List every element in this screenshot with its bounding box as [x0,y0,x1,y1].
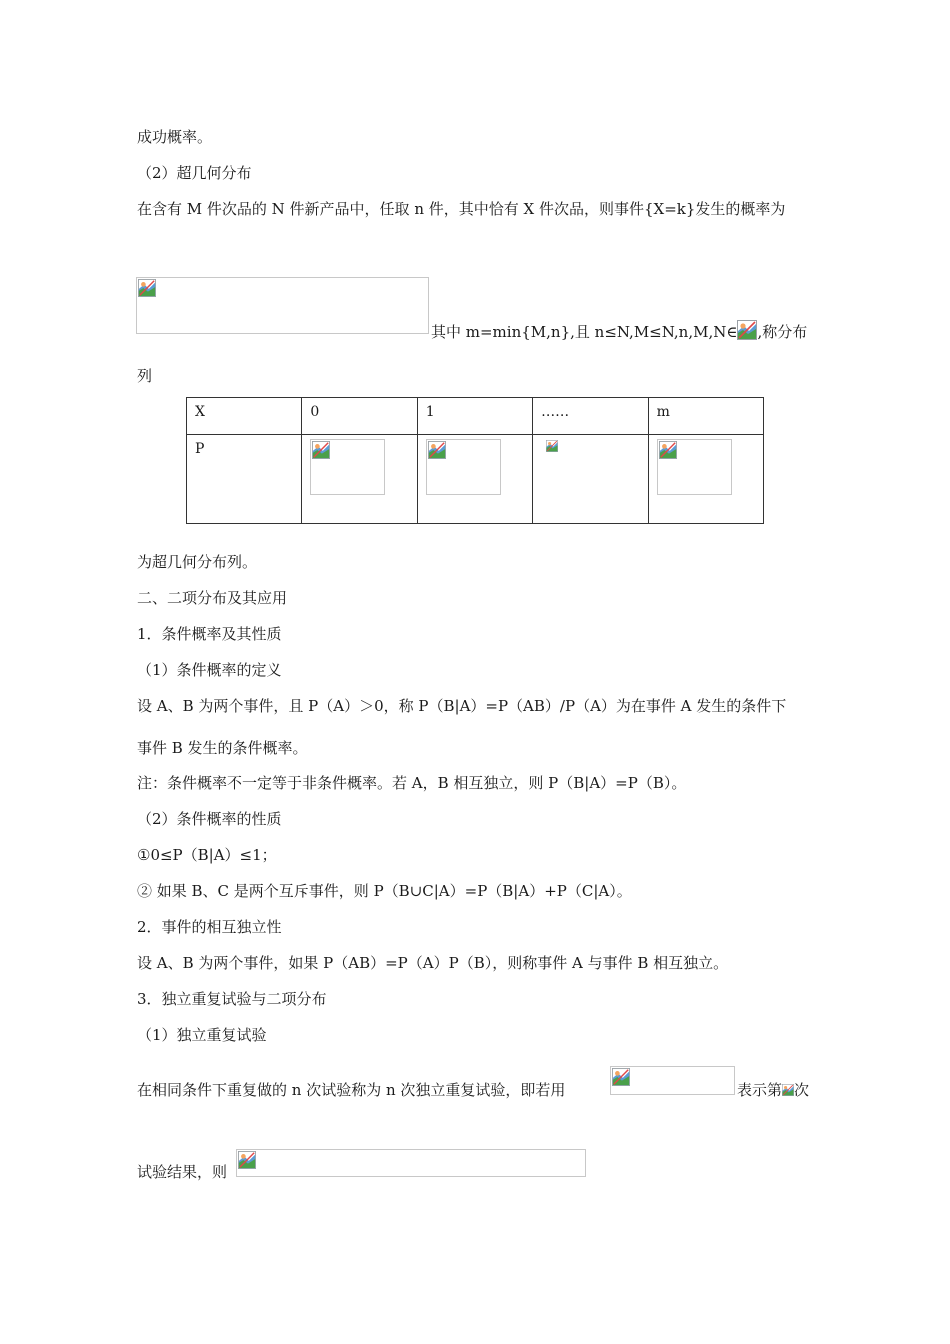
text-line: 在含有 M 件次品的 N 件新产品中，任取 n 件，其中恰有 X 件次品，则事件{X=k}发生的概率为 [137,200,786,218]
formula-image-placeholder [310,439,385,495]
table-cell: m [648,398,763,435]
text-line: 事件 B 发生的条件概率。 [137,739,308,757]
text-line: 列 [137,367,153,385]
broken-image-icon [238,1151,256,1169]
section-heading: 二、二项分布及其应用 [137,589,288,607]
broken-image-icon [138,279,156,297]
section-heading: （1）独立重复试验 [137,1026,267,1044]
section-heading: 1．条件概率及其性质 [137,625,282,643]
formula-image-placeholder [426,439,501,495]
text-fragment: 次 [794,1081,810,1099]
text-line [737,1080,809,1100]
text-fragment: ,称分布 [757,323,808,341]
text-line [431,320,807,342]
section-heading: （1）条件概率的定义 [137,661,282,679]
table-cell [302,435,417,524]
table-cell: X [187,398,302,435]
broken-image-icon [782,1080,794,1098]
text-line: 在相同条件下重复做的 n 次试验称为 n 次独立重复试验，即若用 [137,1081,566,1099]
formula-image-placeholder [610,1066,735,1095]
formula-image-placeholder [657,439,732,495]
table-cell [648,435,763,524]
broken-image-icon [612,1068,630,1086]
formula-image-placeholder [541,439,561,451]
note-line: 注：条件概率不一定等于非条件概率。若 A，B 相互独立，则 P（B|A）=P（B）。 [137,774,687,792]
text-line: 设 A、B 为两个事件，且 P（A）＞0，称 P（B|A）=P（AB）/P（A）为在事件 A 发生的条件下 [137,697,787,715]
table-row [187,435,764,524]
broken-image-icon [737,320,757,340]
text-line: ② 如果 B、C 是两个互斥事件，则 P（B∪C|A）=P（B|A）+P（C|A）。 [137,882,632,900]
table-cell: …… [533,398,648,435]
table-cell [417,435,532,524]
section-heading: （2）条件概率的性质 [137,810,282,828]
text-fragment: 其中 m=min{M,n},且 n≤N,M≤N,n,M,N∈ [431,323,738,341]
broken-image-icon [659,441,677,459]
formula-image-placeholder [236,1149,586,1177]
broken-image-icon [312,441,330,459]
text-line: 成功概率。 [137,128,213,146]
text-line: 为超几何分布列。 [137,553,258,571]
section-heading: 2．事件的相互独立性 [137,918,282,936]
text-line: ①0≤P（B|A）≤1； [137,846,277,864]
section-heading: （2）超几何分布 [137,164,252,182]
table-row [187,398,764,435]
broken-image-icon [542,440,560,452]
table-cell [533,435,648,524]
text-line: 设 A、B 为两个事件，如果 P（AB）=P（A）P（B），则称事件 A 与事件 B 相互独立。 [137,954,729,972]
section-heading: 3．独立重复试验与二项分布 [137,990,327,1008]
formula-image-placeholder [136,277,429,334]
text-line: 试验结果，则 [137,1163,228,1181]
broken-image-icon [428,441,446,459]
table-cell: 1 [417,398,532,435]
text-fragment: 表示第 [737,1081,783,1099]
table-cell: 0 [302,398,417,435]
table-cell: P [187,435,302,524]
distribution-table [186,397,764,524]
